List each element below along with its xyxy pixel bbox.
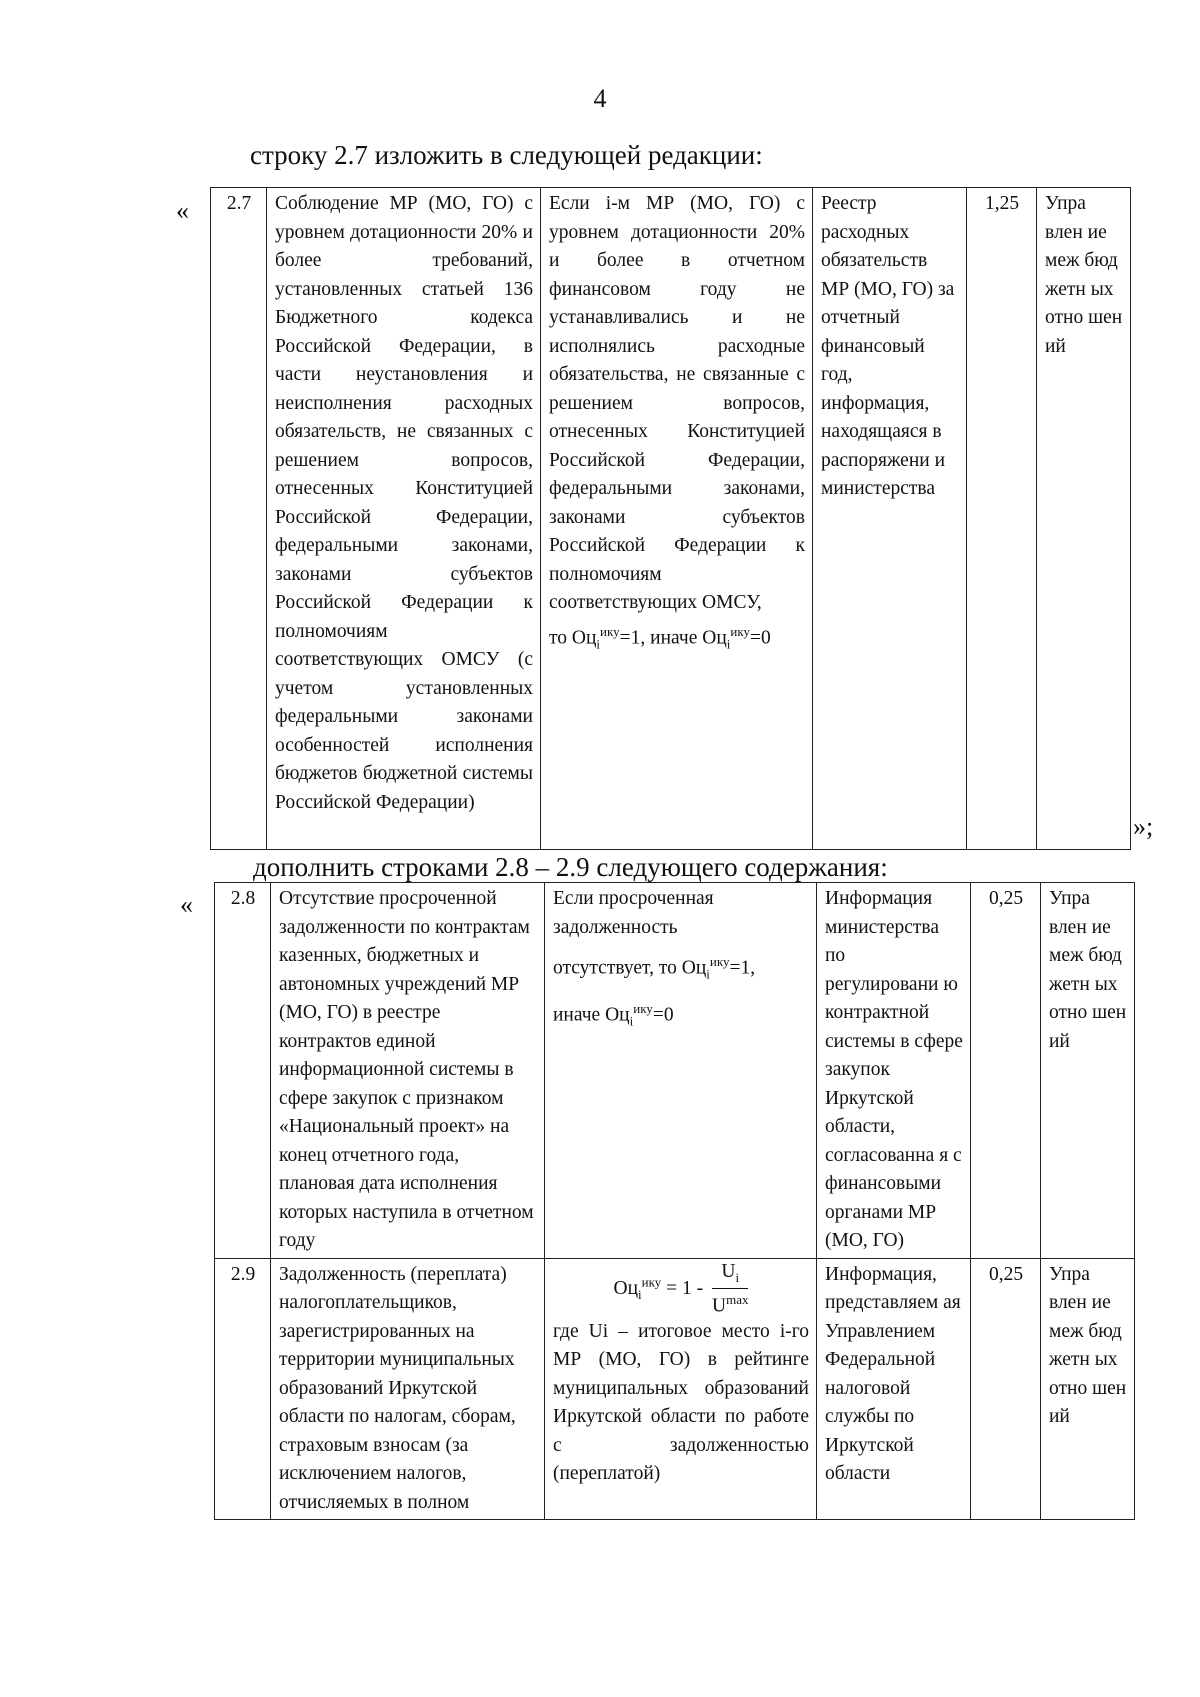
- table-row: [215, 1258, 1135, 1520]
- method-text: где Ui – итоговое место i-го МР (МО, ГО) в рейтинге муниципальных образований Иркутской области по работе с задолженностью (переплатой): [553, 1320, 809, 1485]
- weight-cell: 0,25: [971, 883, 1041, 1259]
- criterion-cell: Соблюдение МР (МО, ГО) с уровнем дотационности 20% и более требований, установленных статьей 136 Бюджетного кодекса Российской Федерации, в части неустановления и неисполнения расходных обязательств, не связанных с решением вопросов, отнесенных Конституцией Российской Федерации, федеральными законами, законами субъектов Российской Федерации к полномочиям соответствующих ОМСУ (с учетом установленных федеральными законами особенностей исполнения бюджетов бюджетной системы Российской Федерации): [267, 188, 541, 850]
- row-number: 2.7: [211, 188, 267, 850]
- method-text: Если i-м МР (МО, ГО) с уровнем дотационности 20% и более в отчетном финансовом году не устанавливались и не исполнялись расходные обязательства, не связанные с решением вопросов, отнесенных Конституцией Российской Федерации, федеральными законами, законами субъектов Российской Федерации к полномочиям соответствующих ОМСУ,: [549, 193, 805, 613]
- responsible-cell: Упра влен ие меж бюд жетн ых отно шен ий: [1041, 883, 1135, 1259]
- method-formula-else: иначе $Оц_i^{ику}=0$: [553, 1000, 674, 1029]
- method-cell: [545, 1258, 817, 1520]
- source-cell: Информация, представляем ая Управлением Федеральной налоговой службы по Иркутской области: [817, 1258, 971, 1520]
- source-cell: Реестр расходных обязательств МР (МО, ГО) за отчетный финансовый год, информация, находящаяся в распоряжени и министерства: [813, 188, 967, 850]
- closing-quote: »;: [1133, 812, 1154, 841]
- table-row-2-7: [210, 187, 1131, 850]
- weight-cell: 0,25: [971, 1258, 1041, 1520]
- method-formula: отсутствует, то $Оц_i^{ику}=1$,: [553, 954, 756, 982]
- table-row: [215, 883, 1135, 1259]
- source-cell: Информация министерства по регулировани ю контрактной системы в сфере закупок Иркутской области, согласованна я с финансовыми органами МР (МО, ГО): [817, 883, 971, 1259]
- weight-cell: 1,25: [967, 188, 1037, 850]
- formula-fraction: $\frac{U_i}{U^{max}}$: [712, 1260, 749, 1317]
- page-number: 4: [593, 84, 607, 113]
- method-formula: то $Оц_i^{ику}=1$, иначе $Оц_i^{ику}=0$: [549, 623, 771, 651]
- responsible-cell: Упра влен ие меж бюд жетн ых отно шен ий: [1037, 188, 1131, 850]
- criterion-cell: Задолженность (переплата) налогоплательщиков, зарегистрированных на территории муниципальных образований Иркутской области по налогам, сборам, страховым взносам (за исключением налогов, отчисляемых в полном: [271, 1258, 545, 1520]
- row-number: 2.8: [215, 883, 271, 1259]
- heading-rows-2-8-2-9: дополнить строками 2.8 – 2.9 следующего содержания:: [253, 852, 888, 882]
- opening-quote: «: [176, 196, 189, 225]
- table-row: [211, 188, 1131, 850]
- responsible-cell: Упра влен ие меж бюд жетн ых отно шен ий: [1041, 1258, 1135, 1520]
- criterion-cell: Отсутствие просроченной задолженности по контрактам казенных, бюджетных и автономных учреждений МР (МО, ГО) в реестре контрактов единой информационной системы в сфере закупок с признаком «Национальный проект» на конец отчетного года, плановая дата исполнения которых наступила в отчетном году: [271, 883, 545, 1259]
- method-text: Если просроченная задолженность: [553, 888, 714, 938]
- method-cell: [545, 883, 817, 1259]
- heading-row-2-7: строку 2.7 изложить в следующей редакции:: [250, 140, 763, 170]
- method-formula: $Оц_i^{ику} = 1$ - $\frac{U_i}{U^{max}}$: [613, 1260, 749, 1317]
- method-cell: [541, 188, 813, 850]
- table-rows-2-8-2-9: [214, 882, 1135, 1520]
- row-number: 2.9: [215, 1258, 271, 1520]
- opening-quote-2: «: [180, 890, 193, 919]
